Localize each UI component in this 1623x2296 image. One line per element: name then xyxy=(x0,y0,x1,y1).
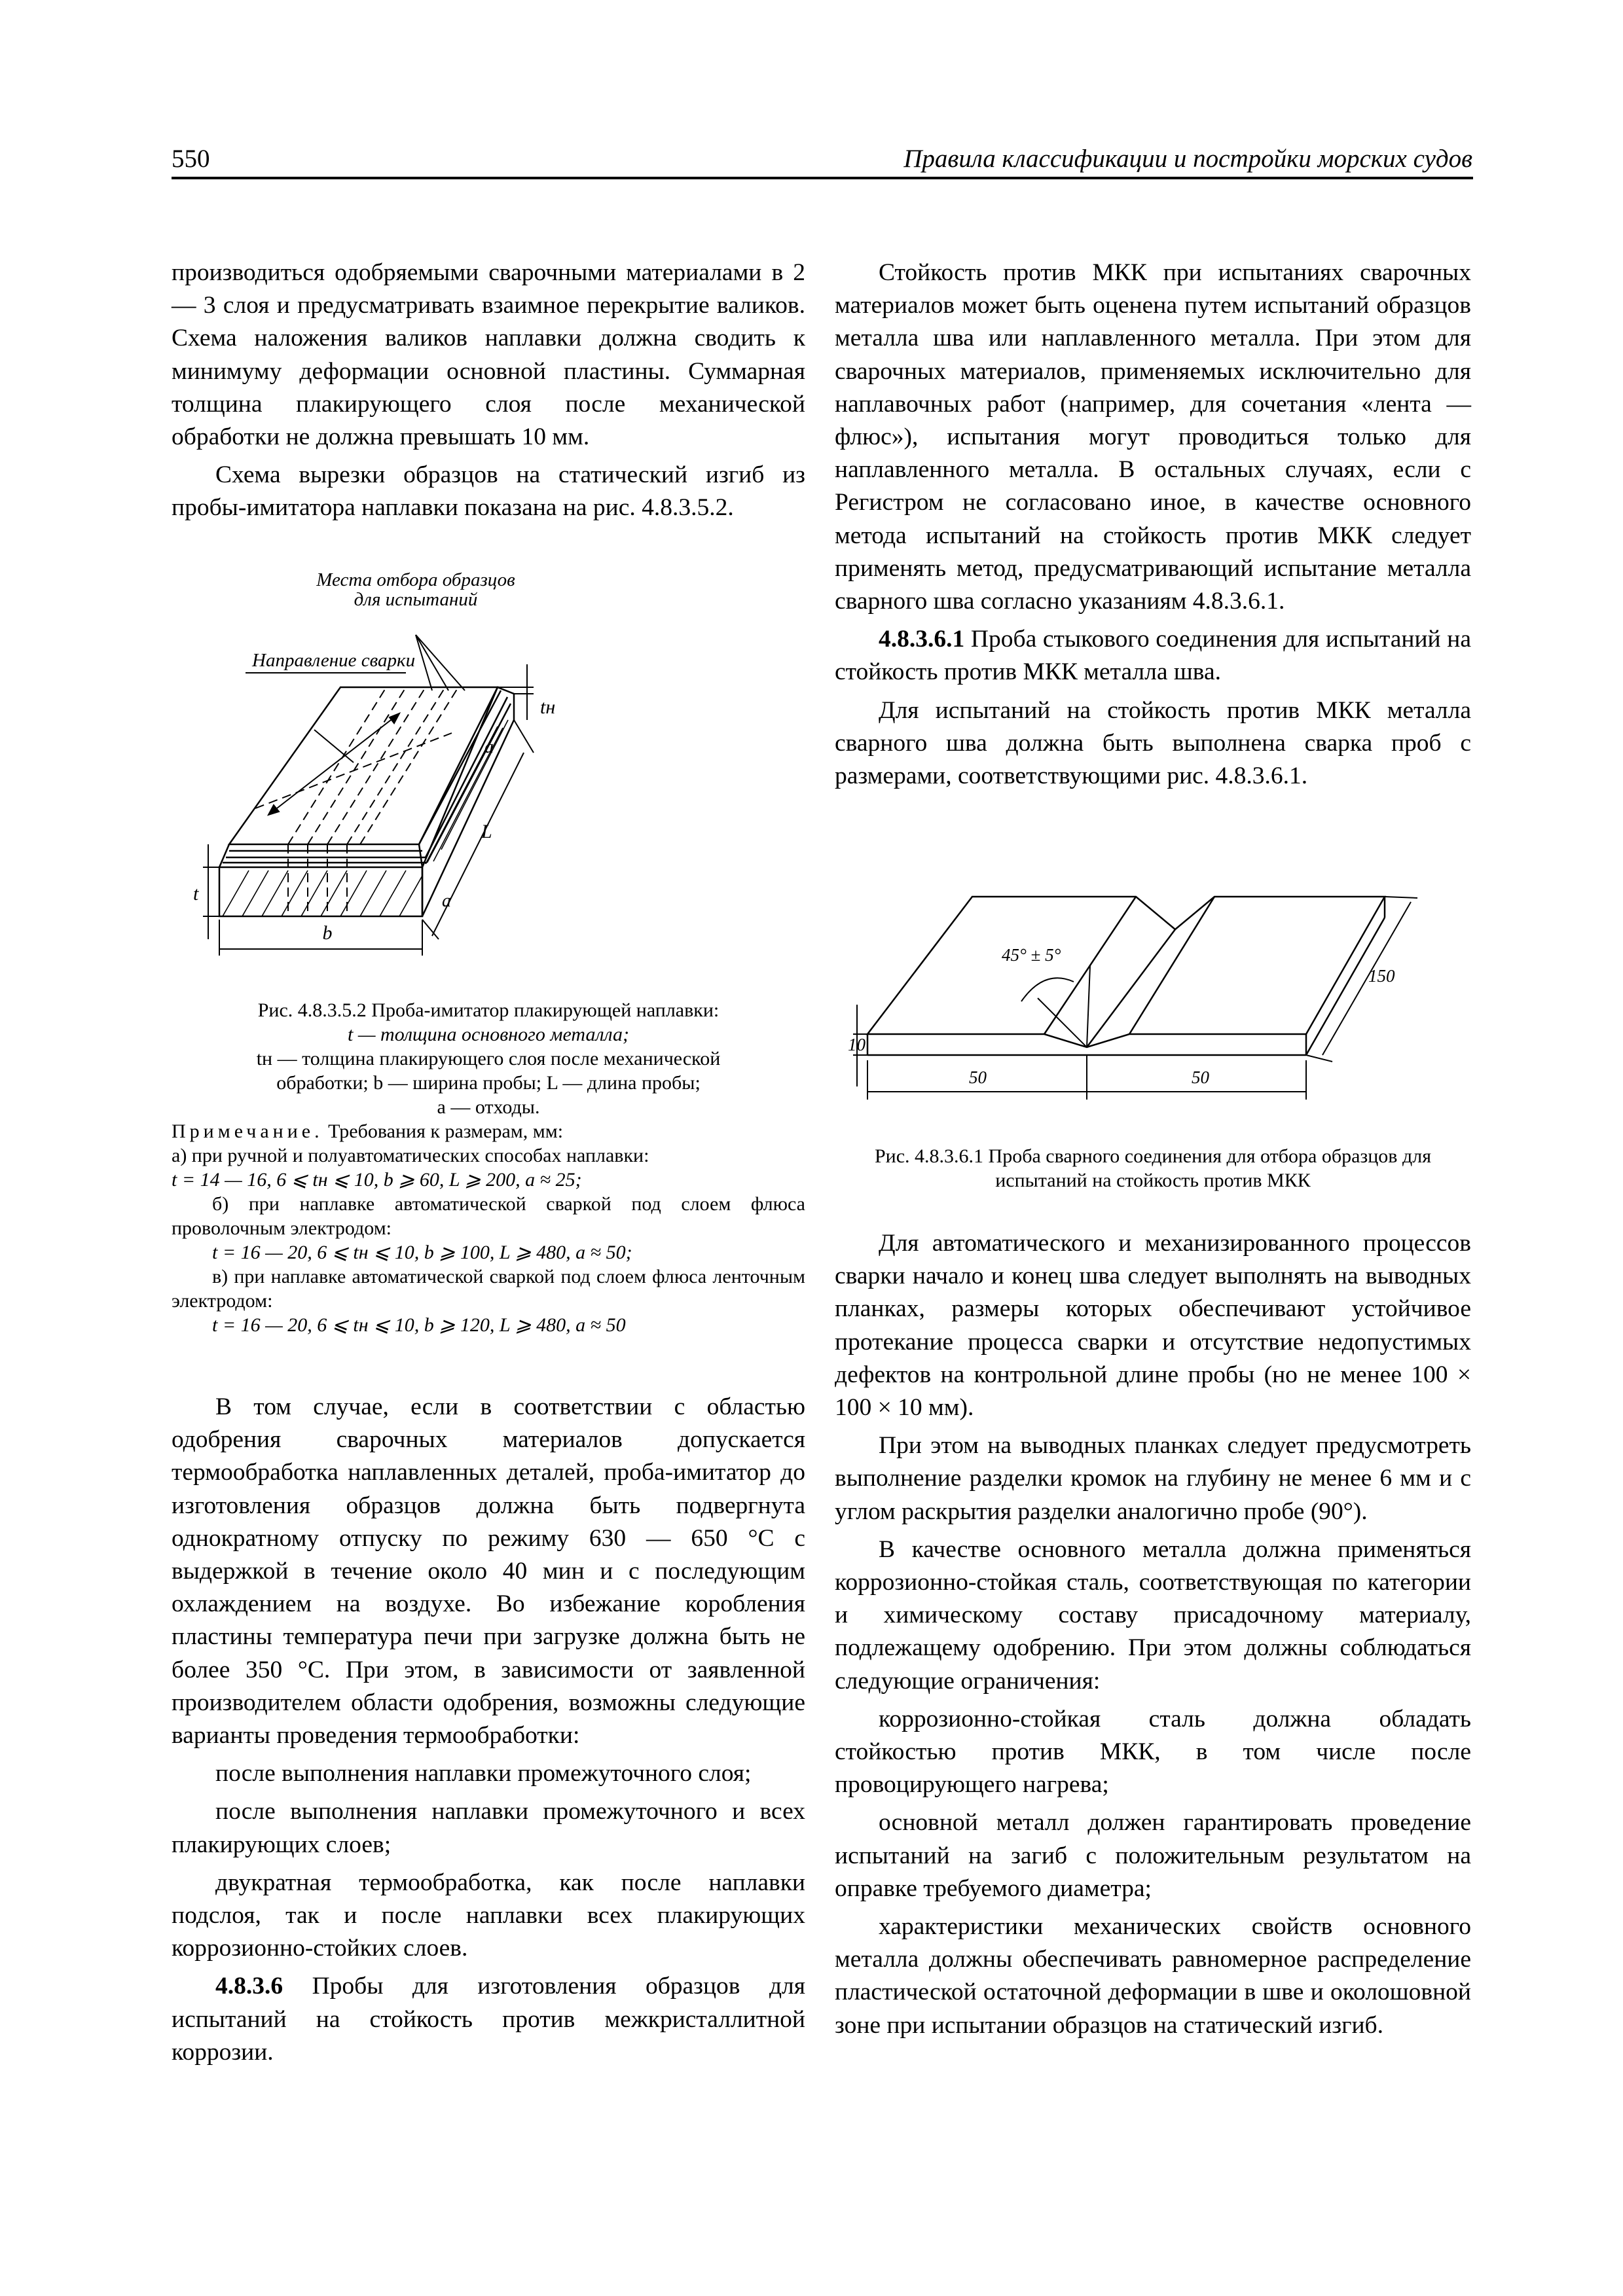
label-sampling-2: для испытаний xyxy=(354,589,478,610)
note-a-values: t = 14 — 16, 6 ⩽ tн ⩽ 10, b ⩾ 60, L ⩾ 200, a ≈ 25; xyxy=(172,1169,582,1191)
section-4-8-3-6-1 xyxy=(835,623,1471,689)
running-title: Правила классификации и постройки морских судов xyxy=(903,145,1472,173)
section-4-8-3-6 xyxy=(172,1970,805,2069)
header-rule xyxy=(172,177,1473,179)
paragraph: производиться одобряемыми сварочными материалами в 2 — 3 слоя и предусматривать взаимное перекрытие валиков. Схема наложения валиков наплавки должна сводить к минимуму деформации основной пластины. Суммарная толщина плакирующего слоя после механической обработки не должна превышать 10 мм. xyxy=(172,259,805,451)
angle-label: 45° ± 5° xyxy=(1002,945,1061,965)
dim-150-label: 150 xyxy=(1368,966,1395,986)
note-b: б) при наплавке автоматической сваркой под слоем флюса проволочным электродом: xyxy=(172,1193,805,1239)
dim-t-label: t xyxy=(193,883,199,905)
dim-a-bottom: a xyxy=(442,891,451,911)
paragraph: Для испытаний на стойкость против МКК металла сварного шва должна быть выполнена сварка проб с размерами, соответствующими рис. 4.8.3.6.1. xyxy=(835,696,1471,790)
paragraph: Стойкость против МКК при испытаниях сварочных материалов может быть оценена путем испытаний образцов металла шва или наплавленного металла. При этом для сварочных материалов, применяемых исключительно для наплавочных работ (например, для сочетания «лента — флюс»), испытания могут проводиться только для наплавленного металла. В остальных случаях, если с Регистром не согласовано иное, в качестве основного метода испытаний на стойкость против МКК следует применять метод, предусматривающий испытание металла сварного шва согласно указаниям 4.8.3.6.1. xyxy=(835,259,1471,615)
paragraph: В качестве основного металла должна применяться коррозионно-стойкая сталь, соответствующая по категории и химическому составу присадочному материалу, подлежащему одобрению. При этом должны соблюдаться следующие ограничения: xyxy=(835,1535,1471,1695)
dim-t xyxy=(203,844,219,939)
note-c-values: t = 16 — 20, 6 ⩽ tн ⩽ 10, b ⩾ 120, L ⩾ 480, a ≈ 50 xyxy=(212,1314,626,1336)
list-item: характеристики механических свойств основного металла должны обеспечивать равномерное распределение пластической остаточной деформации в шве и околошовной зоне при испытании образцов на статический изгиб. xyxy=(835,1913,1471,2039)
plate-front-face xyxy=(219,867,422,916)
label-direction: Направление сварки xyxy=(252,650,416,671)
sample-cut-lines xyxy=(255,687,458,913)
paragraph: При этом на выводных планках следует предусмотреть выполнение разделки кромок на глубину не менее 6 мм и с углом раскрытия разделки аналогично пробе (90°). xyxy=(835,1432,1471,1525)
dim-50 xyxy=(867,1055,1306,1100)
right-column xyxy=(835,257,1471,793)
dim-L-label: L xyxy=(481,821,492,842)
dim-150 xyxy=(1306,897,1417,1062)
paragraph: Для автоматического и механизированного процессов сварки начало и конец шва следует выполнять на выводных планках, размеры которых обеспечивают устойчивое протекание процесса сварки и отсутствие недопустимых дефектов на контрольной длине пробы (но не менее 100 × 100 × 10 мм). xyxy=(835,1230,1471,1422)
dim-tn xyxy=(498,664,534,720)
left-column-lower xyxy=(172,1391,805,2069)
direction-arrow xyxy=(268,713,399,815)
sampling-leaders xyxy=(416,635,465,691)
figure-butt-joint xyxy=(848,884,1470,1113)
list-item: коррозионно-стойкая сталь должна обладать стойкостью против МКК, в том числе после провоцирующего нагрева; xyxy=(835,1705,1471,1799)
caption-line: a — отходы. xyxy=(437,1096,540,1118)
plate-top-outline xyxy=(867,897,1385,1047)
section-number: 4.8.3.6 xyxy=(215,1973,283,2000)
dim-50-left: 50 xyxy=(969,1067,987,1087)
paragraph: Схема вырезки образцов на статический изгиб из пробы-имитатора наплавки показана на рис. 4.8.3.5.2. xyxy=(172,461,805,522)
section-number: 4.8.3.6.1 xyxy=(879,626,965,653)
caption-line: t — толщина основного металла; xyxy=(348,1024,629,1045)
plate-top-face xyxy=(229,687,498,844)
list-item: после выполнения наплавки промежуточного и всех плакирующих слоев; xyxy=(172,1798,805,1858)
section-text: Проба стыкового соединения для испытаний на стойкость против МКК металла шва. xyxy=(835,626,1471,686)
butt-joint-drawing xyxy=(848,884,1470,1113)
note-c: в) при наплавке автоматической сваркой под слоем флюса ленточным электродом: xyxy=(172,1266,805,1312)
label-sampling: Места отбора образцов xyxy=(316,569,515,590)
figure-caption-left xyxy=(172,998,805,1337)
right-column-lower xyxy=(835,1227,1471,2042)
dim-a-top: a xyxy=(484,737,494,757)
note-label: Примечание. xyxy=(172,1121,323,1142)
dim-50-right: 50 xyxy=(1192,1067,1209,1087)
paragraph: В том случае, если в соответствии с областью одобрения сварочных материалов допускается термообработка наплавленных деталей, проба-имитатор до изготовления образцов должна быть подвергнута однократному отпуску по режиму 630 — 650 °С с выдержкой в течение около 40 мин и с последующим охлаждением на воздухе. Во избежание коробления пластины температура печи при загрузке должна быть не более 350 °С. При этом, в зависимости от заявленной производителем области одобрения, возможны следующие варианты проведения термообработки: xyxy=(172,1393,805,1749)
left-column xyxy=(172,257,805,525)
cladding-sample-drawing xyxy=(190,556,779,982)
note-b-values: t = 16 — 20, 6 ⩽ tн ⩽ 10, b ⩾ 100, L ⩾ 480, a ≈ 50; xyxy=(212,1242,632,1263)
caption-line: tн — толщина плакирующего слоя после механической xyxy=(256,1048,721,1069)
dim-tn-label: tн xyxy=(540,696,556,718)
section-text: Пробы для изготовления образцов для испытаний на стойкость против межкристаллитной коррозии. xyxy=(172,1973,805,2066)
list-item: основной металл должен гарантировать проведение испытаний на загиб с положительным результатом на оправке требуемого диаметра; xyxy=(835,1809,1471,1902)
hatch-base-metal xyxy=(223,870,422,916)
plate-right-face xyxy=(422,687,514,916)
page-number: 550 xyxy=(172,145,210,173)
caption-line: обработки; b — ширина пробы; L — длина пробы; xyxy=(276,1072,701,1094)
note-text: Требования к размерам, мм: xyxy=(323,1121,564,1142)
dim-10-label: 10 xyxy=(848,1035,866,1054)
list-item: двукратная термообработка, как после наплавки подслоя, так и после наплавки всех плакирующих коррозионно-стойких слоев. xyxy=(172,1869,805,1962)
list-item: после выполнения наплавки промежуточного слоя; xyxy=(215,1760,752,1787)
dim-b xyxy=(219,920,422,956)
dim-b-label: b xyxy=(322,922,333,944)
caption-title: Рис. 4.8.3.5.2 Проба-имитатор плакирующей наплавки: xyxy=(257,999,720,1021)
figure-caption-right: Рис. 4.8.3.6.1 Проба сварного соединения для отбора образцов для испытаний на стойкость против МКК xyxy=(874,1145,1432,1191)
figure-cladding-sample xyxy=(190,556,779,982)
note-a: а) при ручной и полуавтоматических способах наплавки: xyxy=(172,1145,649,1166)
